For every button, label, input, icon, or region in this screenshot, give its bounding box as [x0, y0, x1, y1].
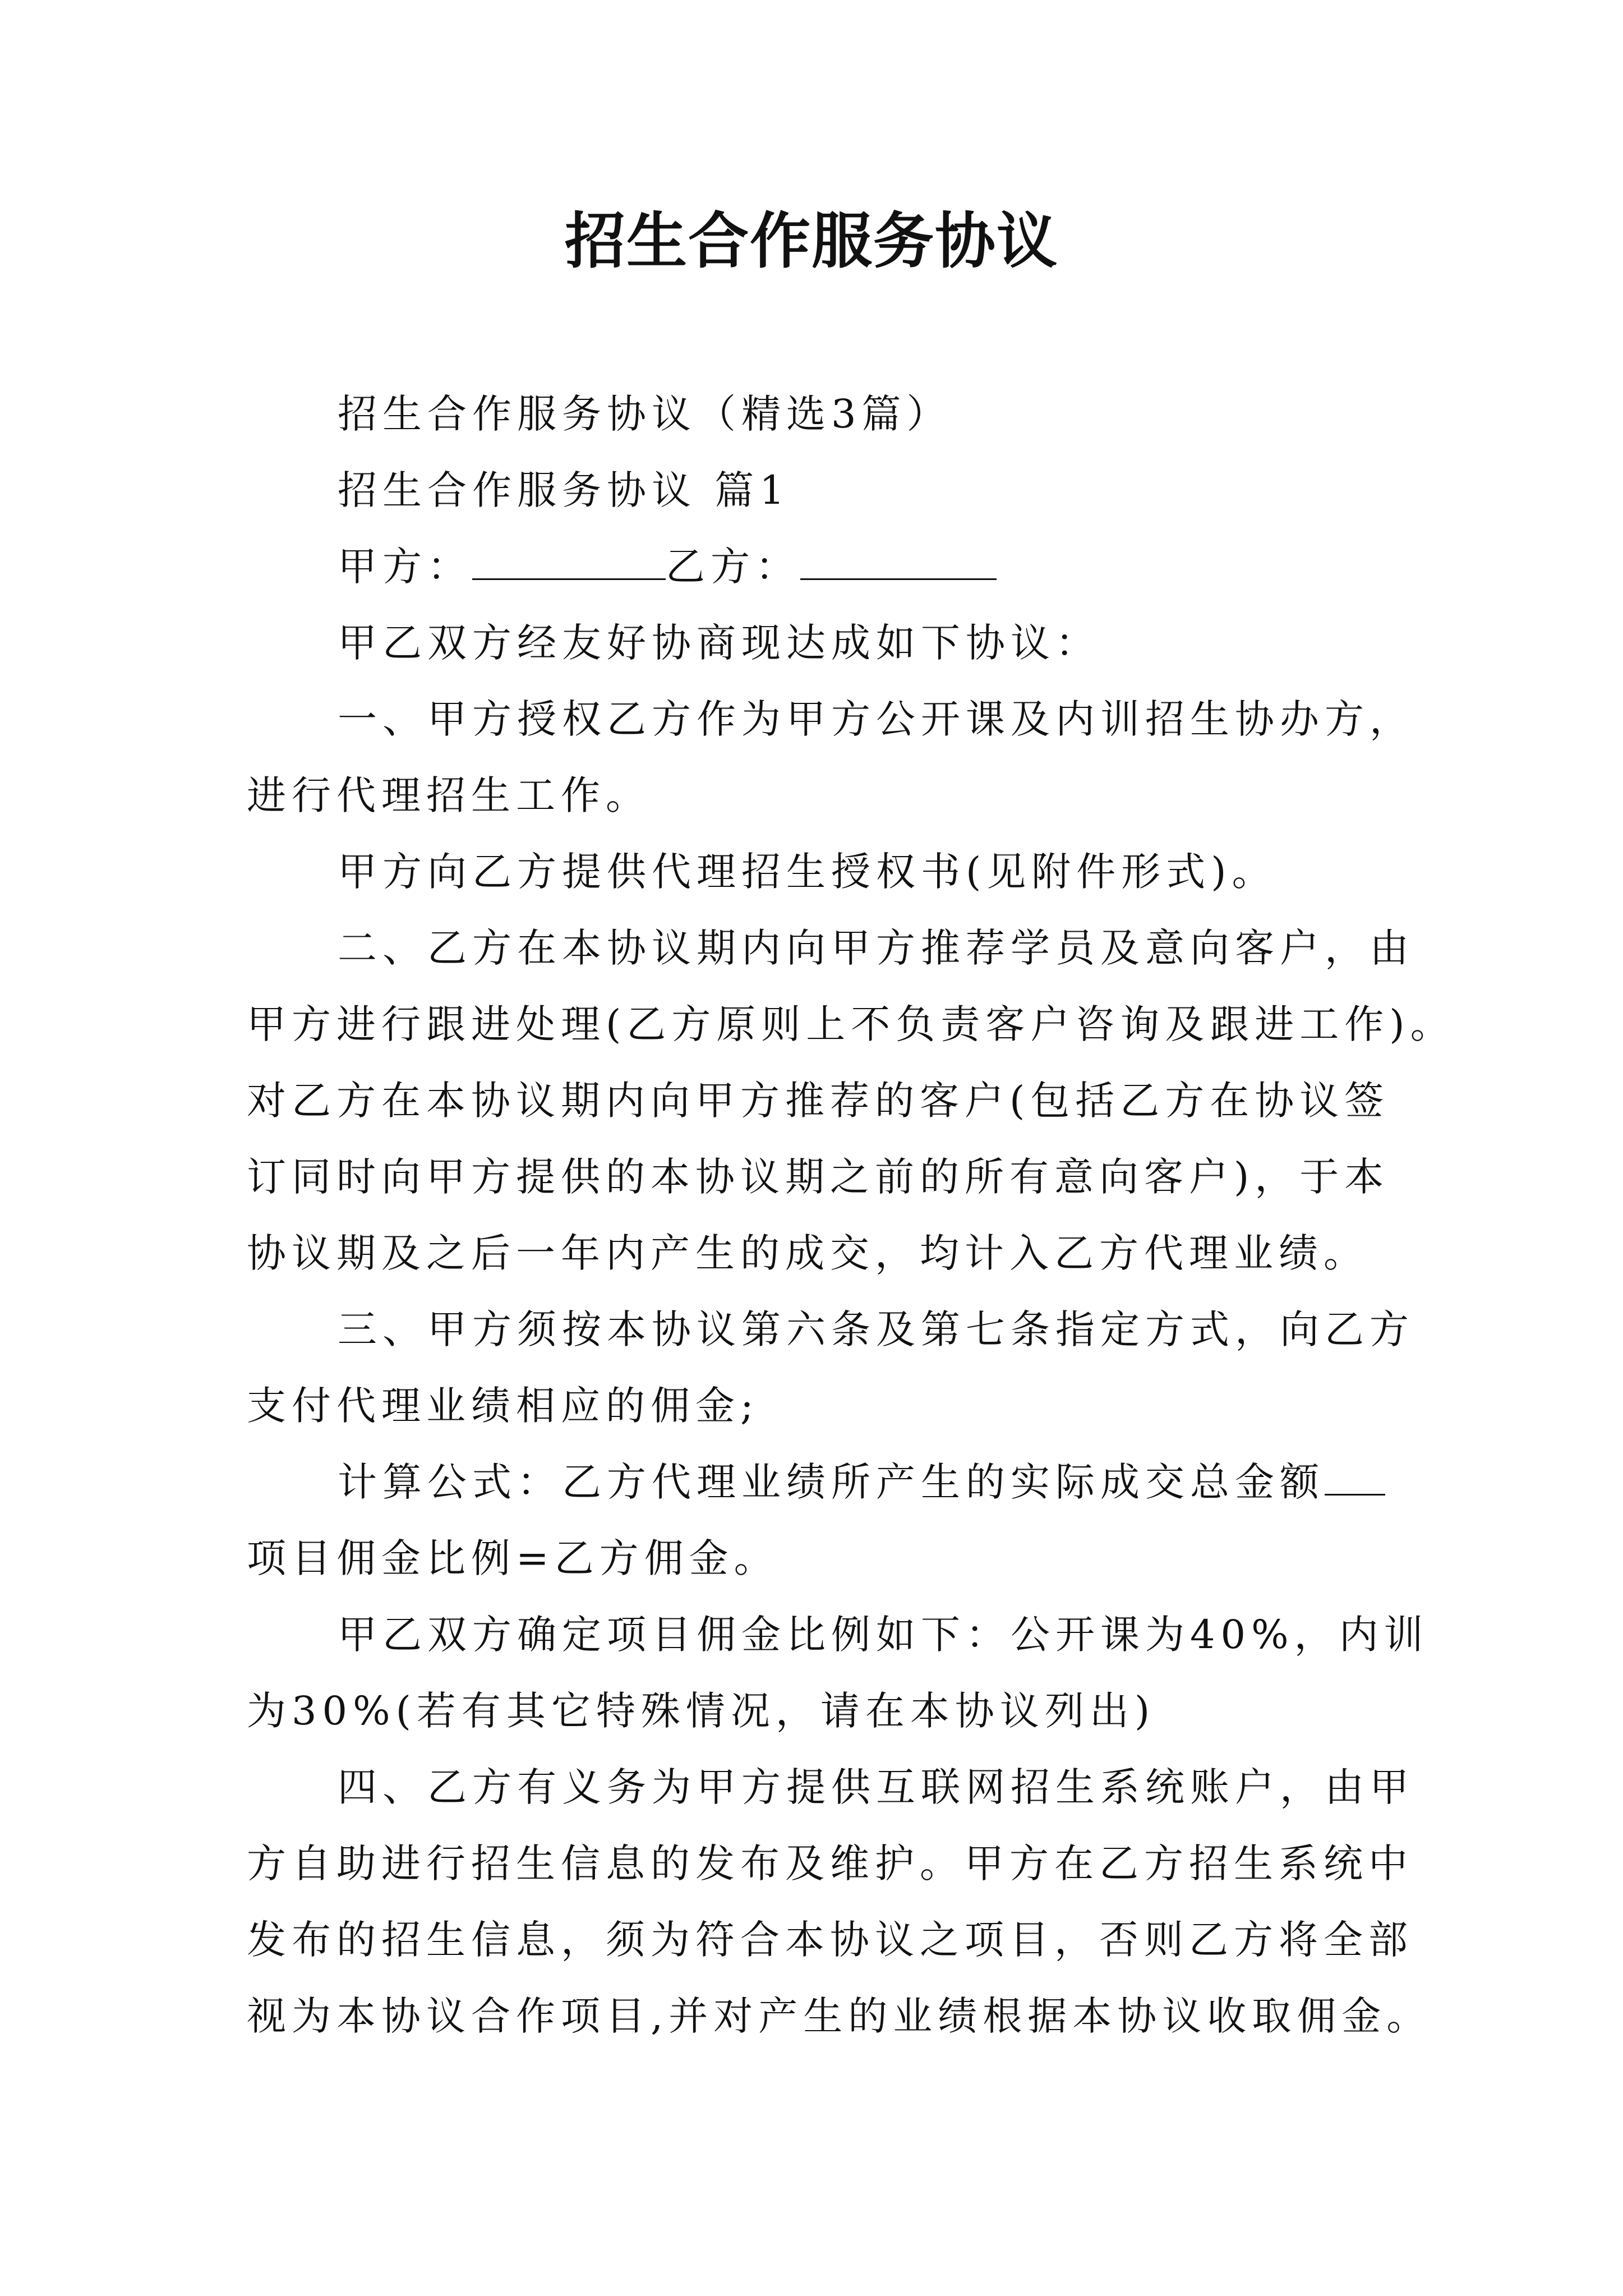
formula-line-1	[338, 1454, 1385, 1510]
party-b-blank	[800, 544, 997, 580]
clause-1-authorization: 甲方向乙方提供代理招生授权书(见附件形式)。	[338, 849, 1277, 895]
formula-blank	[1325, 1459, 1385, 1496]
commission-rate-line-1: 甲乙双方确定项目佣金比例如下：公开课为40%，内训	[338, 1612, 1429, 1658]
formula-line-2: 项目佣金比例=乙方佣金。	[247, 1535, 779, 1581]
clause-2-line-2: 甲方进行跟进处理(乙方原则上不负责客户咨询及跟进工作)。	[247, 1001, 1455, 1047]
commission-rate-line-2: 为30%(若有其它特殊情况，请在本协议列出)	[247, 1688, 1156, 1734]
party-line	[338, 539, 997, 595]
agreement-intro: 甲乙双方经友好协商现达成如下协议：	[338, 620, 1100, 666]
clause-4-line-4: 视为本协议合作项目,并对产生的业绩根据本协议收取佣金。	[247, 1993, 1432, 2039]
clause-2-line-5: 协议期及之后一年内产生的成交，均计入乙方代理业绩。	[247, 1230, 1368, 1276]
clause-2-line-4: 订同时向甲方提供的本协议期之前的所有意向客户)，于本	[247, 1154, 1390, 1200]
party-a-label: 甲方：	[338, 544, 472, 590]
clause-3-line-1: 三、甲方须按本协议第六条及第七条指定方式，向乙方	[338, 1306, 1414, 1352]
clause-4-line-1: 四、乙方有义务为甲方提供互联网招生系统账户，由甲	[338, 1764, 1414, 1810]
party-a-blank	[472, 544, 666, 580]
clause-4-line-3: 发布的招生信息，须为符合本协议之项目，否则乙方将全部	[247, 1917, 1413, 1963]
clause-3-line-2: 支付代理业绩相应的佣金;	[247, 1383, 759, 1429]
party-b-label: 乙方：	[666, 544, 800, 590]
clause-4-line-2: 方自助进行招生信息的发布及维护。甲方在乙方招生系统中	[247, 1841, 1413, 1887]
document-title: 招生合作服务协议	[564, 206, 1058, 277]
clause-1-line-1: 一、甲方授权乙方作为甲方公开课及内训招生协办方，	[338, 696, 1414, 742]
formula-text: 计算公式：乙方代理业绩所产生的实际成交总金额	[338, 1459, 1325, 1505]
subtitle-selected: 招生合作服务协议（精选3篇）	[338, 391, 952, 437]
clause-1-line-2: 进行代理招生工作。	[247, 772, 651, 818]
clause-2-line-3: 对乙方在本协议期内向甲方推荐的客户(包括乙方在协议签	[247, 1078, 1390, 1124]
section-heading: 招生合作服务协议 篇1	[338, 467, 790, 513]
clause-2-line-1: 二、乙方在本协议期内向甲方推荐学员及意向客户，由	[338, 925, 1414, 971]
